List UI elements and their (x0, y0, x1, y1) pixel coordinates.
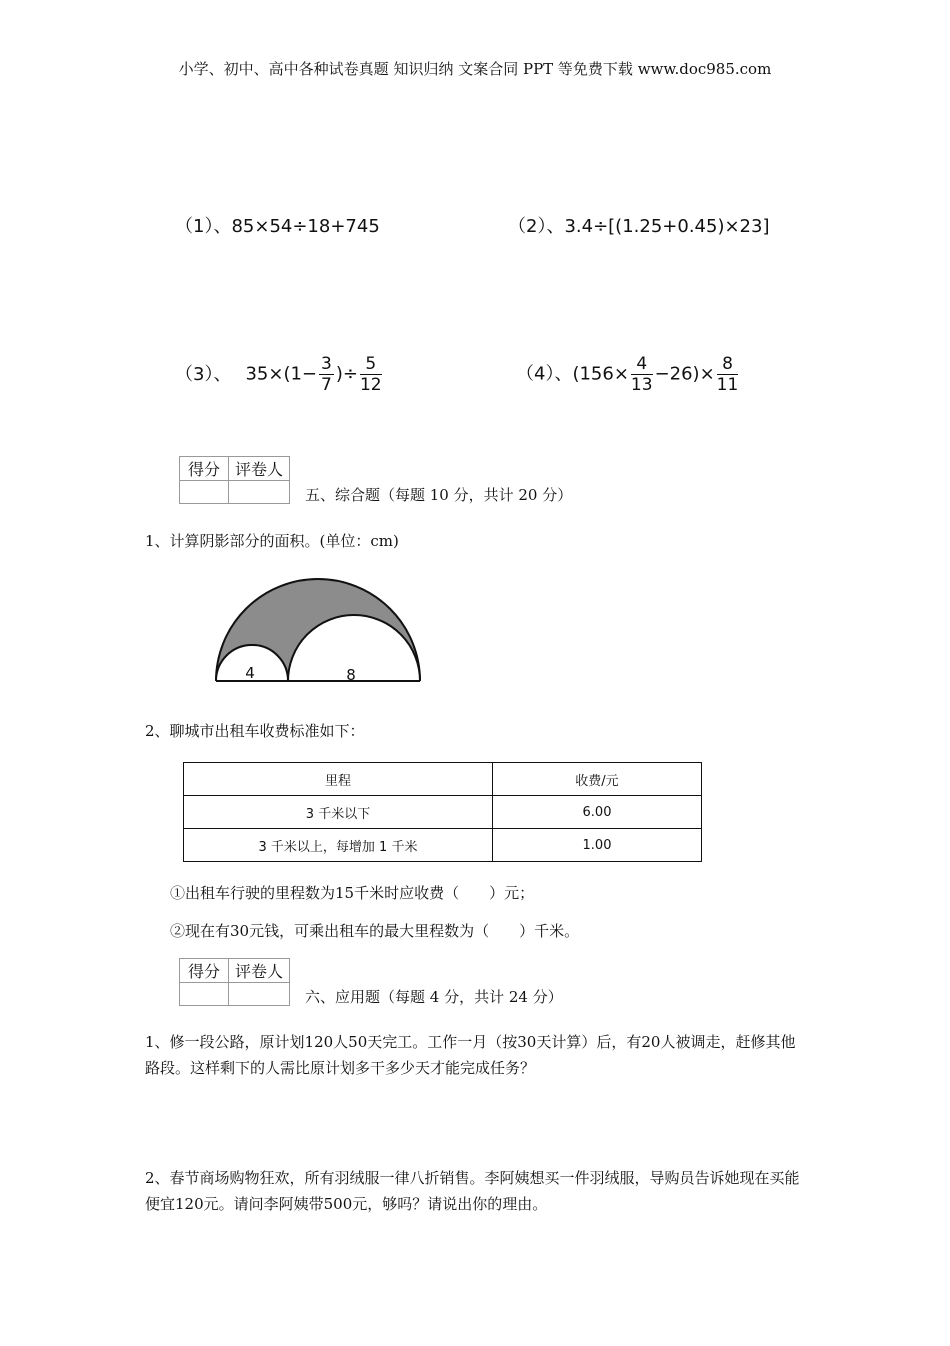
section6-title: 六、应用题（每题 4 分，共计 24 分） (305, 988, 563, 1006)
small-diameter-label: 4 (245, 664, 255, 682)
row1-distance: 3 千米以下 (184, 796, 493, 829)
page-header: 小学、初中、高中各种试卷真题 知识归纳 文案合同 PPT 等免费下载 www.doc985.com (178, 60, 772, 78)
frac-numerator: 5 (360, 354, 382, 375)
frac-numerator: 3 (321, 354, 332, 374)
calc-q2-expr: 3.4÷[(1.25+0.45)×23] (564, 216, 770, 237)
shaded-area-figure (210, 560, 426, 688)
row2-distance: 3 千米以上，每增加 1 千米 (184, 829, 493, 862)
section6-q2: 2、春节商场购物狂欢，所有羽绒服一律八折销售。李阿姨想买一件羽绒服，导购员告诉她现在买能便宜120元。请问李阿姨带500元，够吗？请说出你的理由。 (145, 1169, 800, 1213)
frac-denominator: 13 (630, 375, 653, 395)
calc-q2-label: （2）、 (508, 216, 565, 237)
calc-q3-frac1 (319, 354, 334, 395)
calc-q3-frac2 (360, 354, 382, 395)
calc-q1-label: （1）、 (175, 216, 232, 237)
calc-q2 (508, 212, 769, 238)
calc-q1 (175, 212, 380, 238)
calc-q3 (175, 354, 384, 395)
section5-sub2: ②现在有30元钱，可乘出租车的最大里程数为（ ）千米。 (170, 922, 580, 940)
calc-q4-label: （4）、 (516, 363, 573, 385)
header-fee: 收费/元 (493, 763, 702, 796)
frac-denominator: 12 (359, 375, 382, 395)
grader-cell (229, 983, 290, 1006)
calc-q3-pre: 35×(1− (245, 363, 317, 385)
fee-table (183, 762, 702, 862)
calc-q4-mid: −26)× (654, 363, 715, 385)
score-cell (180, 481, 229, 504)
score-label: 得分 (180, 457, 229, 481)
section5-title: 五、综合题（每题 10 分，共计 20 分） (305, 486, 573, 504)
score-label: 得分 (180, 959, 229, 983)
frac-denominator: 11 (716, 375, 739, 395)
frac-numerator: 4 (631, 354, 653, 375)
frac-numerator: 8 (717, 354, 739, 375)
calc-q1-expr: 85×54÷18+745 (231, 216, 380, 237)
table-header-row (184, 763, 702, 796)
score-box-5 (179, 456, 290, 504)
calc-q4-frac2 (717, 354, 739, 395)
calc-q4-frac1 (631, 354, 653, 395)
grader-label: 评卷人 (229, 457, 290, 481)
calc-q3-mid: )÷ (335, 363, 358, 385)
grader-cell (229, 481, 290, 504)
section5-q1: 1、计算阴影部分的面积。(单位：cm) (145, 532, 399, 550)
section6-q1: 1、修一段公路，原计划120人50天完工。工作一月（按30天计算）后，有20人被调走，赶修其他路段。这样剩下的人需比原计划多干多少天才能完成任务？ (145, 1033, 796, 1077)
score-box-6 (179, 958, 290, 1006)
row2-fee: 1.00 (493, 829, 702, 862)
section5-sub1: ①出租车行驶的里程数为15千米时应收费（ ）元； (170, 884, 535, 902)
large-diameter-label: 8 (346, 666, 356, 684)
calc-q4-pre: (156× (572, 363, 629, 385)
frac-denominator: 7 (321, 375, 332, 395)
calc-q3-label: （3）、 (175, 363, 232, 385)
table-row (184, 829, 702, 862)
table-row (184, 796, 702, 829)
header-distance: 里程 (184, 763, 493, 796)
section5-q2: 2、聊城市出租车收费标准如下： (145, 722, 365, 740)
grader-label: 评卷人 (229, 959, 290, 983)
calc-q4 (516, 354, 740, 395)
row1-fee: 6.00 (493, 796, 702, 829)
score-cell (180, 983, 229, 1006)
